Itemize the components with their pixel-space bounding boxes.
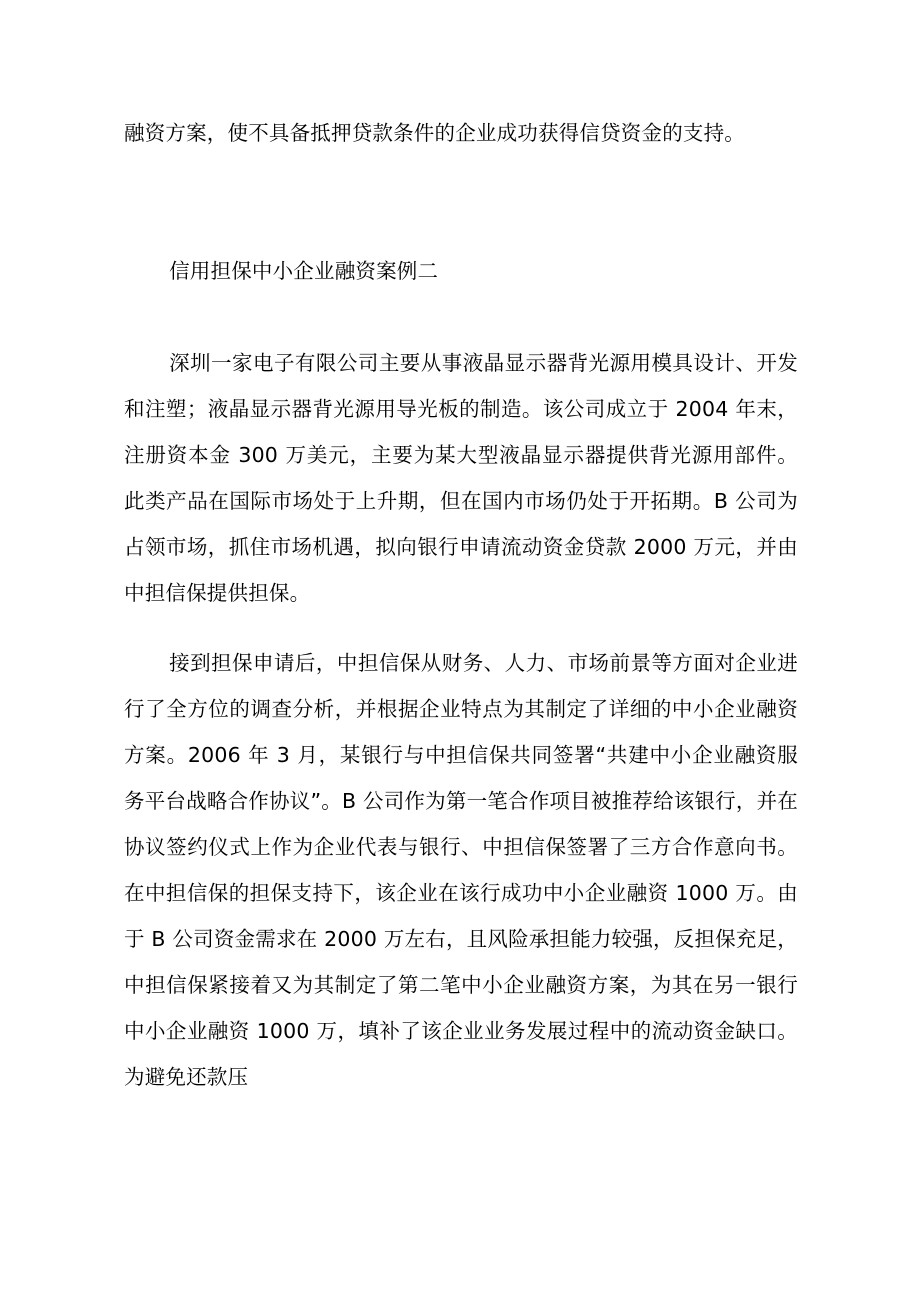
- document-body: [124, 110, 798, 1100]
- paragraph-spacer: [124, 616, 798, 640]
- paragraph-guarantee-process: 接到担保申请后，中担信保从财务、人力、市场前景等方面对企业进行了全方位的调查分析，并根据企业特点为其制定了详细的中小企业融资方案。2006 年 3 月，某银行与中担信保共同签署“共建中小企业融资服务平台战略合作协议”。B 公司作为第一笔合作项目被推荐给该银行，并在协议签约仪式上作为企业代表与银行、中担信保签署了三方合作意向书。在中担信保的担保支持下，该企业在该行成功中小企业融资 1000 万。由于 B 公司资金需求在 2000 万左右，且风险承担能力较强，反担保充足，中担信保紧接着又为其制定了第二笔中小企业融资方案，为其在另一银行中小企业融资 1000 万，填补了该企业业务发展过程中的流动资金缺口。为避免还款压: [124, 651, 798, 1089]
- paragraph-spacer: [124, 156, 798, 248]
- paragraph-company-intro: 深圳一家电子有限公司主要从事液晶显示器背光源用模具设计、开发和注塑；液晶显示器背光源用导光板的制造。该公司成立于 2004 年末，注册资本金 300 万美元，主要为某大型液晶显示器提供背光源用部件。此类产品在国际市场处于上升期，但在国内市场仍处于开拓期。B 公司为占领市场，抓住市场机遇，拟向银行申请流动资金贷款 2000 万元，并由中担信保提供担保。: [124, 351, 798, 605]
- paragraph-spacer: [124, 294, 798, 340]
- paragraph-continuation: 融资方案，使不具备抵押贷款条件的企业成功获得信贷资金的支持。: [124, 121, 745, 145]
- section-heading: 信用担保中小企业融资案例二: [169, 259, 439, 283]
